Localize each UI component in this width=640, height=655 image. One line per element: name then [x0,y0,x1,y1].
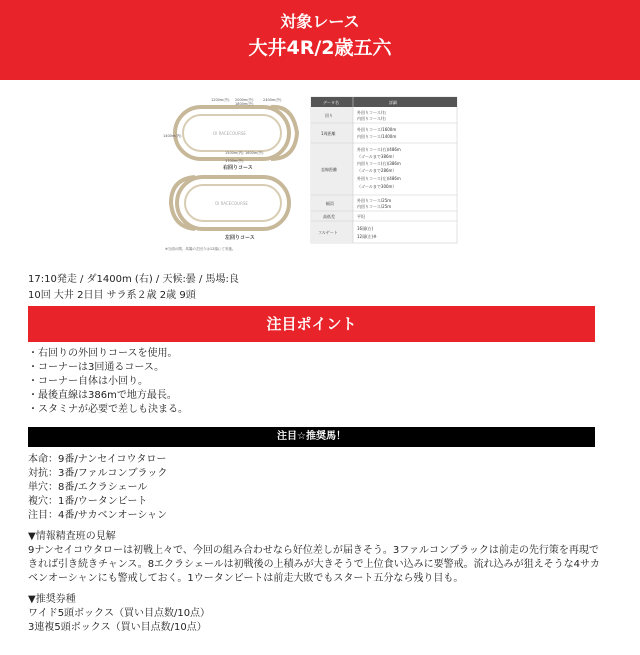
analysis-body: 9ナンセイコウタローは初戦上々で、今回の組み合わせなら好位差しが届きそう。3ファルコンブラックは前走の先行策を再現できれば引き続きチャンス。8エクラシェールは初戦後の上積みが大きそうで上位食い込みに要警戒。流れ込みが狙えそうな4サカベンオーシャンにも警戒しておく。1ウータンビートは前走大敗でもスタート五分なら残り目も。 [28,545,600,584]
list-item: 3連複5頭ボックス（買い目点数/10点） [28,622,207,633]
distance-mark: 1500m(内) [225,151,244,155]
table-row-detail: 平坦 [357,214,365,219]
table-row-detail: 外回りコース/25m [357,198,392,203]
list-item: 複穴：1番/ウータンビート [28,496,148,507]
table-row-detail: 外回りコース/1600m [357,127,397,132]
list-item: ・右回りの外回りコースを使用。 [28,348,178,359]
distance-mark: 1400m(内) [163,134,182,138]
picks-heading: 注目☆推奨馬！ [28,427,595,447]
header-banner [0,0,640,80]
table-header-detail: 詳細 [389,100,397,105]
table-row-detail: 内回りコース(右)/386m [357,161,401,166]
list-item: ・コーナーは3回通るコース。 [28,362,165,373]
analysis-section [28,530,603,586]
list-item: ワイド5頭ボックス（買い目点数/10点） [28,608,211,619]
race-name: 大井4R/2歳五六 [248,37,392,59]
table-row-detail: 内回りコース/右 [357,116,387,121]
table-row-name: フルゲート [318,230,338,235]
header-title: 対象レース [280,12,360,31]
distance-mark: 1800m(外) [235,102,254,106]
top-track-label: 右回りコース [223,165,253,171]
distance-mark: 1700m(外) [225,159,244,163]
table-header-name: データ名 [323,100,339,105]
table-row-detail: 内回りコース/1400m [357,134,397,139]
table-row-detail: （ゴールまで386m） [357,154,397,159]
course-data-table [311,97,457,243]
table-row-detail: （ゴールまで286m） [357,168,397,173]
table-row-detail: 外回りコース/右 [357,110,387,115]
table-row-name: 高低差 [323,214,335,219]
table-row-name: 直線距離 [321,167,337,172]
list-item: 本命：9番/ナンセイコウタロー [28,454,167,465]
table-row-detail: 外回りコース(左)/486m [357,176,401,181]
list-item: ・最後直線は386mで地方最長。 [28,390,177,401]
list-item: ・スタミナが必要で差しも決まる。 [28,404,188,415]
table-row-detail: 外回りコース(右)/486m [357,147,401,152]
points-list [28,347,188,417]
list-item: 単穴：8番/エクラシェール [28,482,148,493]
table-row-name: 1周距離 [321,131,336,136]
race-info-line: 10回 大井 2日目 サラ系２歳 2歳 9頭 [28,290,196,301]
course-map-left [165,177,289,251]
points-heading: 注目ポイント [28,306,595,342]
tickets-section [28,593,210,635]
distance-mark: 1600m(外) [245,151,264,155]
picks-list [28,453,167,523]
table-row-name: 回り [325,113,333,118]
table-row-name: 幅員 [326,201,334,206]
table-row-detail: 12頭(左)※ [357,234,377,239]
course-note: ※当面の間、馬場の左回りは12頭にて実施。 [165,247,236,251]
table-row-detail: （ゴールまで300m） [357,184,397,189]
course-figure [163,93,466,253]
track-watermark: OI RACECOURSE [215,201,248,206]
table-row-detail: 16頭(右) [357,226,374,231]
bottom-track-label: 左回りコース [225,235,255,241]
list-item: ・コーナー自体は小回り。 [28,376,148,387]
track-watermark: OI RACECOURSE [213,131,246,136]
list-item: 注目：4番/サカベンオーシャン [28,510,168,521]
analysis-heading: ▼情報精査班の見解 [28,531,116,542]
list-item: 対抗：3番/ファルコンブラック [28,468,168,479]
distance-mark: 2000m(外) [235,98,254,102]
course-map-right [163,97,297,171]
table-row-detail: 内回りコース/25m [357,204,392,209]
race-info-line: 17:10発走 / ダ1400m (右) / 天候:曇 / 馬場:良 [28,274,239,285]
tickets-heading: ▼推奨券種 [28,594,76,605]
race-info [28,272,239,304]
distance-mark: 1200m(外) [211,98,230,102]
distance-mark: 2400m(外) [263,98,282,102]
